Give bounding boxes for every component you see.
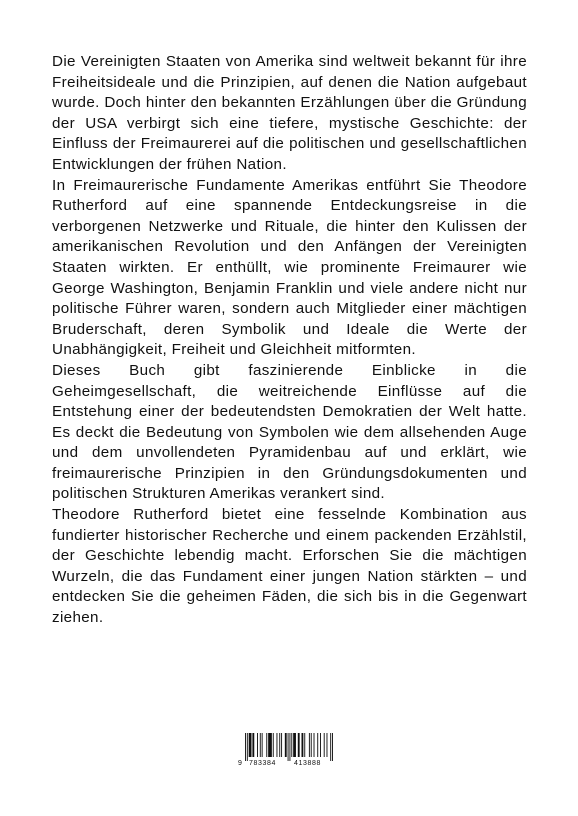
barcode-bar — [291, 733, 292, 757]
barcode-bar — [311, 733, 312, 757]
barcode-bar — [262, 733, 263, 757]
barcode-bar — [298, 733, 300, 757]
barcode-bar — [273, 733, 274, 757]
paragraph-author-style: Theodore Rutherford bietet eine fesselnde Kombination aus fundierter historischer Recherche und einem packenden Erzählstil, der Geschichte lebendig macht. Erforschen Sie die mächtigen Wurzeln, die das Fundament einer jungen Nation stärkten – und entdecken Sie die geheimen Fäden, die sich bis in die Gegenwart ziehen. — [52, 506, 527, 627]
barcode-guard-bar — [247, 733, 248, 761]
barcode-bars — [238, 733, 338, 761]
barcode-bar — [317, 733, 318, 757]
barcode-guard-bar — [330, 733, 331, 761]
paragraph-intro: Die Vereinigten Staaten von Amerika sind weltweit bekannt für ihre Freiheitsideale und die Prinzipien, auf denen die Nation aufgebaut wurde. Doch hinter den bekannten Erzählungen über die Gründung der USA verbirgt sich eine tiefere, mystische Geschichte: der Einfluss der Freimaurerei auf die politischen und gesellschaftlichen Entwicklungen der frühen Nation. — [52, 53, 527, 173]
barcode-guard-bar — [288, 733, 289, 761]
paragraph-book-summary: In Freimaurerische Fundamente Amerikas entführt Sie Theodore Rutherford auf eine spannende Entdeckungsreise in die verborgenen Netzwerke und Rituale, die hinter den Kulissen der amerikanischen Revolution und den Anfängen der Vereinigten Staaten wirkten. Er enthüllt, wie prominente Freimaurer wie George Washington, Benjamin Franklin und viele andere nicht nur politische Führer waren, sondern auch Mitglieder einer mächtigen Bruderschaft, deren Symbolik und Ideale die Werte der Unabhängigkeit, Freiheit und Gleichheit mitformten. — [52, 176, 527, 359]
barcode-guard-bar — [245, 733, 246, 761]
barcode-first-digit: 9 — [238, 760, 242, 767]
barcode-bar — [324, 733, 325, 757]
barcode-bar — [304, 733, 305, 757]
barcode-left-group: 783384 — [249, 760, 276, 767]
barcode-bar — [314, 733, 315, 757]
barcode-bar — [268, 733, 272, 757]
barcode-bar — [320, 733, 321, 757]
barcode-bar — [285, 733, 287, 757]
isbn-barcode — [238, 733, 338, 769]
blurb-text — [52, 52, 527, 629]
barcode-bar — [252, 733, 254, 757]
barcode-bar — [249, 733, 252, 757]
barcode-bar — [281, 733, 282, 757]
barcode-bar — [309, 733, 310, 757]
barcode-bar — [257, 733, 258, 757]
barcode-bar — [327, 733, 328, 757]
barcode-guard-bar — [289, 733, 290, 761]
barcode-bar — [293, 733, 296, 757]
barcode-digits — [238, 759, 338, 769]
barcode-bar — [302, 733, 304, 757]
barcode-bar — [260, 733, 261, 757]
barcode-bar — [276, 733, 277, 757]
barcode-bar — [279, 733, 280, 757]
paragraph-insights: Dieses Buch gibt faszinierende Einblicke in die Geheimgesellschaft, die weitreichende Einflüsse auf die Entstehung einer der bedeutendsten Demokratien der Welt hatte. Es deckt die Bedeutung von Symbolen wie dem allsehenden Auge und dem unvollendeten Pyramidenbau auf und erklärt, wie freimaurerische Prinzipien in den Gründungsdokumenten und politischen Strukturen Amerikas verankert sind. — [52, 361, 527, 503]
barcode-right-group: 413888 — [294, 760, 321, 767]
barcode-guard-bar — [332, 733, 333, 761]
barcode-bar — [266, 733, 267, 757]
